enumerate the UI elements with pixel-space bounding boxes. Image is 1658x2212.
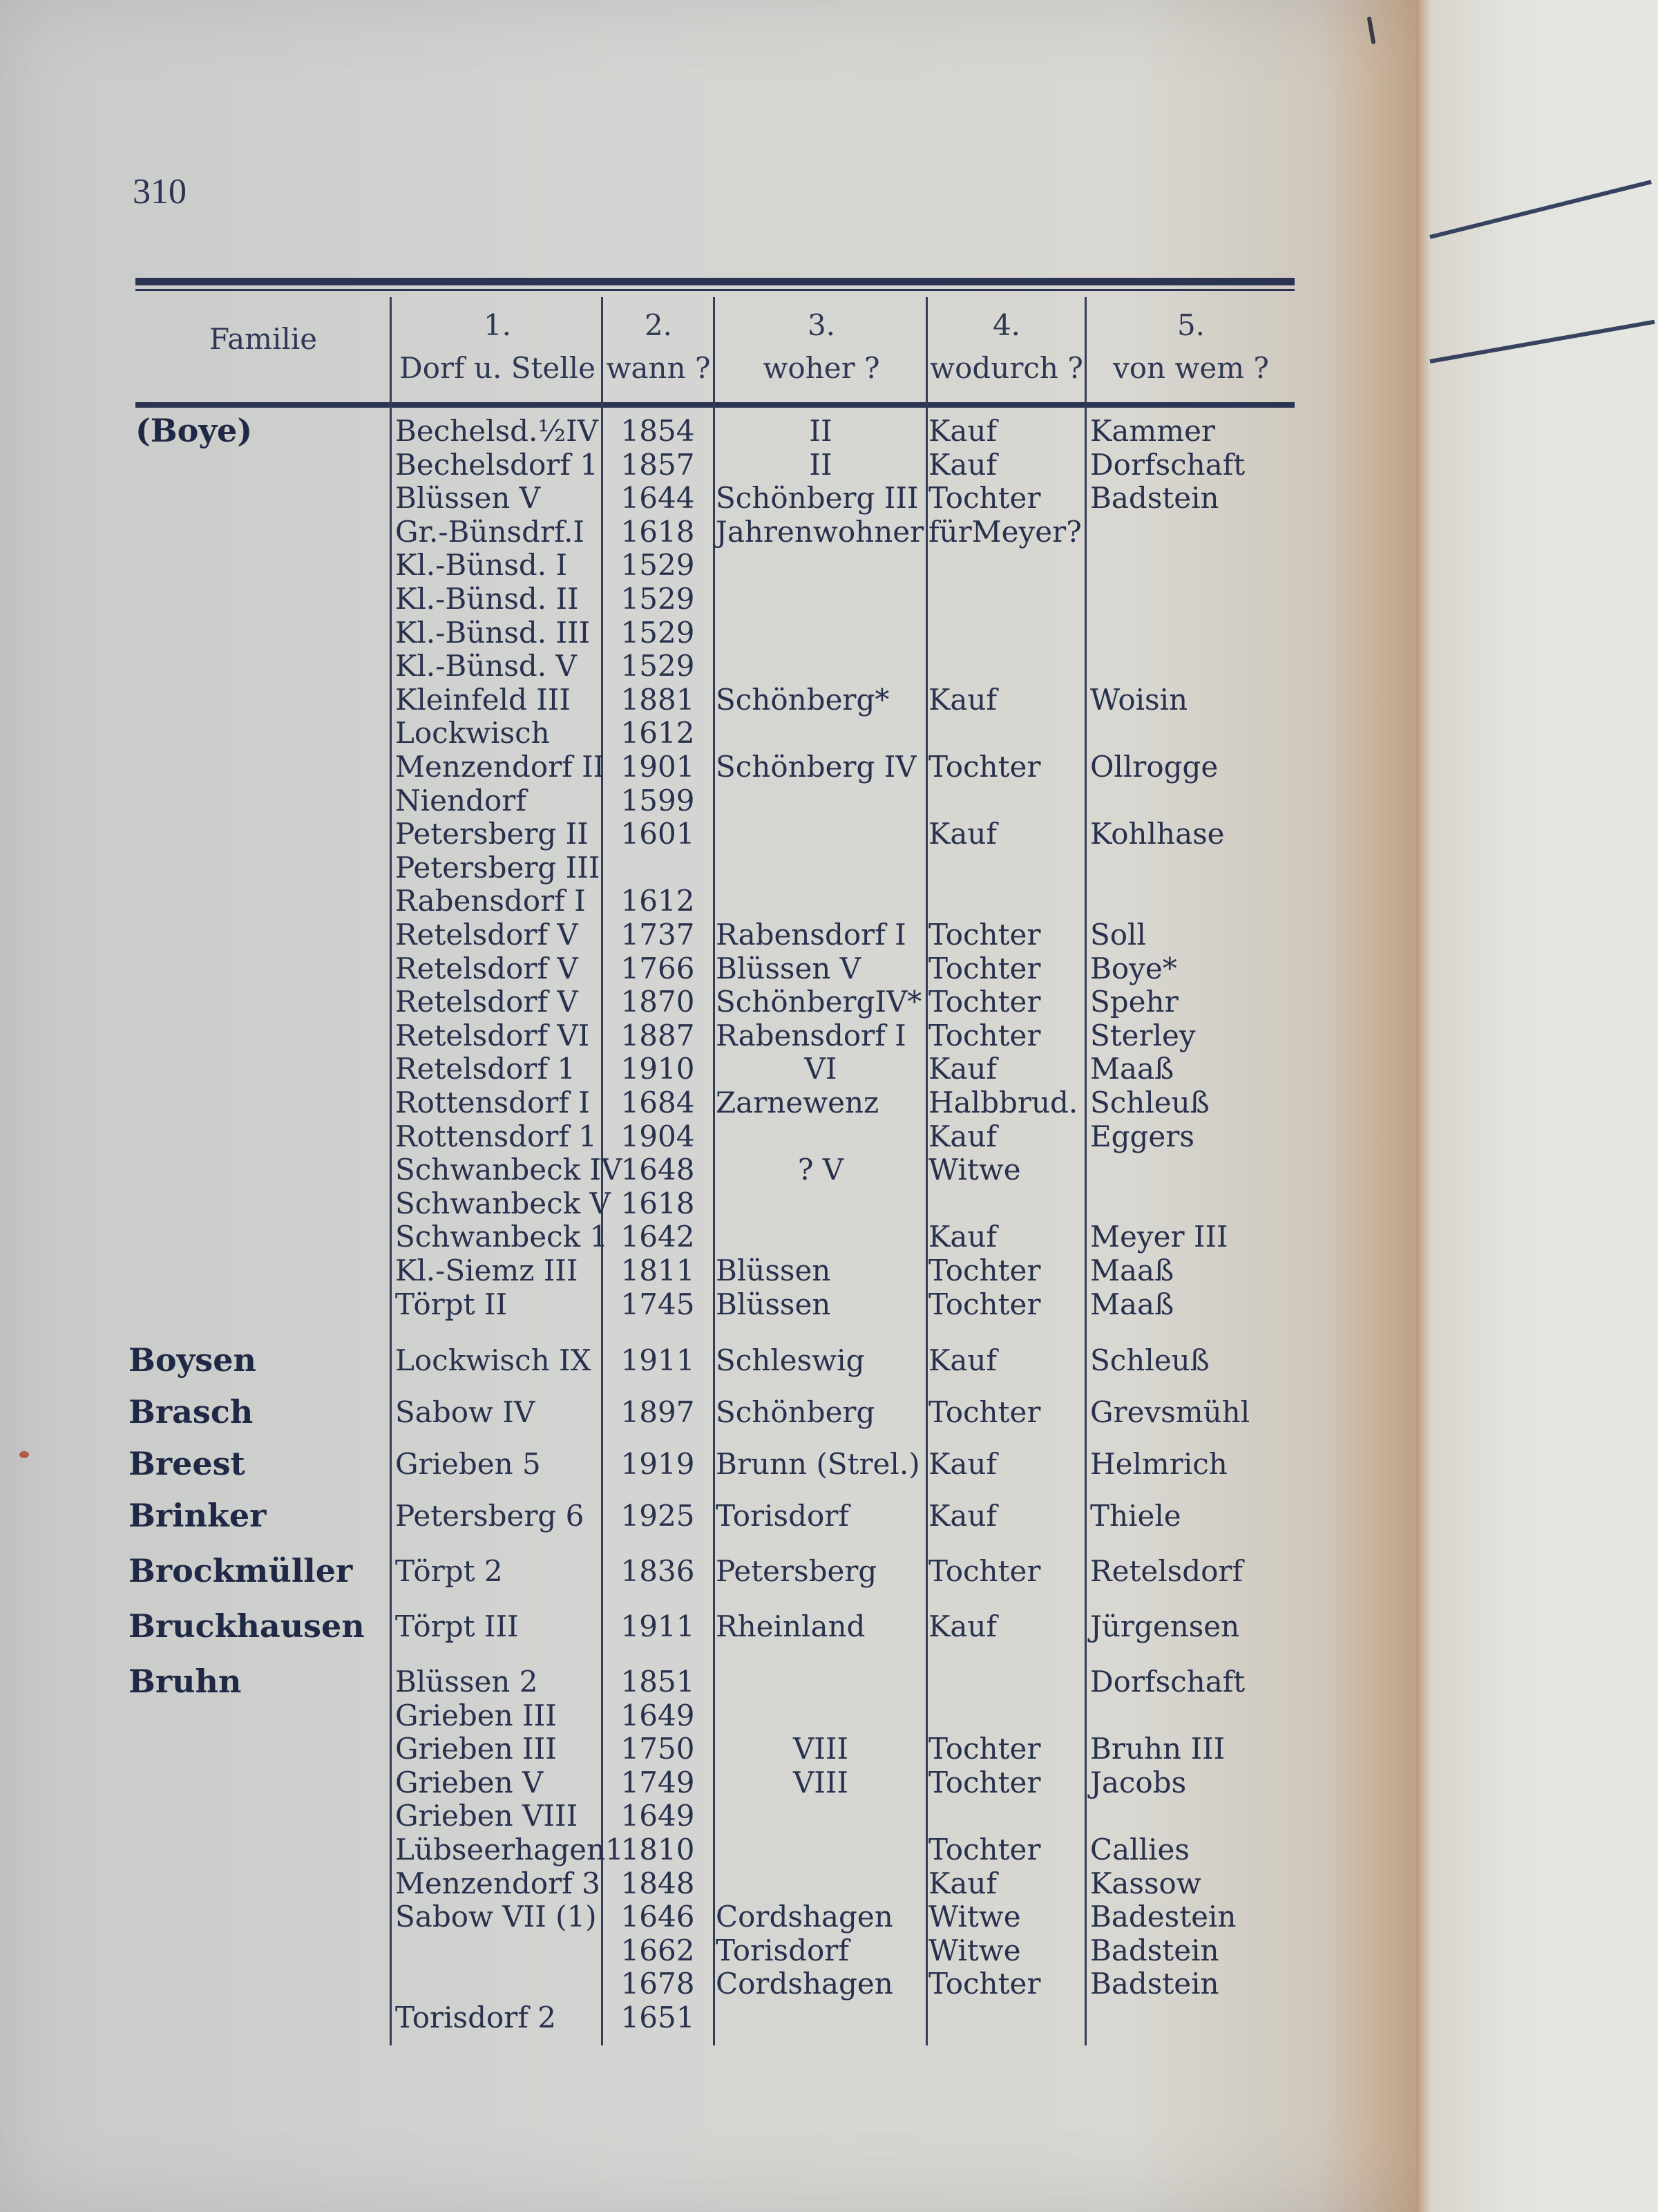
family-name: Brinker (128, 1497, 267, 1534)
cell-wodurch: Tochter (928, 1287, 1041, 1321)
table-row (0, 717, 1299, 750)
cell-von: Badstein (1090, 1933, 1219, 1967)
cell-wann: 1750 (620, 1732, 695, 1766)
cell-wodurch: Kauf (928, 1119, 998, 1153)
cell-wodurch: Tochter (928, 1833, 1041, 1866)
cell-von: Ollrogge (1090, 750, 1219, 784)
table-row (0, 1900, 1299, 1934)
cell-wann: 1745 (620, 1287, 695, 1321)
cell-wann: 1684 (620, 1086, 695, 1119)
cell-von: Eggers (1090, 1119, 1194, 1153)
header-familie (135, 318, 391, 361)
cell-dorf: Petersberg III (395, 850, 600, 885)
table-top-rule (135, 278, 1295, 285)
cell-wann: 1766 (620, 951, 695, 985)
cell-woher: Torisdorf (716, 1499, 849, 1533)
header-col-2-label: wann ? (606, 351, 711, 385)
cell-von: Thiele (1090, 1499, 1181, 1533)
table-row (0, 918, 1299, 952)
cell-von: Dorfschaft (1090, 1665, 1246, 1699)
header-col-5 (1087, 304, 1295, 390)
cell-wodurch: Kauf (928, 1052, 998, 1086)
cell-dorf: Grieben VIII (395, 1799, 578, 1833)
cell-wodurch: Witwe (928, 1900, 1021, 1934)
table-row (0, 1396, 1299, 1429)
header-bottom-rule (135, 402, 1295, 408)
cell-dorf: Retelsdorf VI (395, 1018, 590, 1052)
header-col-5-label: von wem ? (1113, 351, 1269, 385)
table-row (0, 1344, 1299, 1377)
table-row (0, 1019, 1299, 1052)
cell-von: Kohlhase (1090, 817, 1225, 851)
cell-wodurch: Kauf (928, 1343, 998, 1377)
table-row (0, 784, 1299, 817)
table-row (0, 1052, 1299, 1086)
cell-von: Dorfschaft (1090, 447, 1246, 482)
cell-von: Kammer (1090, 414, 1216, 448)
cell-wodurch: Kauf (928, 1447, 998, 1481)
cell-wann: 1662 (620, 1933, 695, 1967)
adjacent-page-rule (1429, 180, 1652, 239)
cell-wann: 1904 (620, 1119, 695, 1153)
table-row (0, 1799, 1299, 1833)
table-row (0, 1610, 1299, 1643)
cell-von: Helmrich (1090, 1447, 1228, 1481)
cell-dorf: Kl.-Siemz III (395, 1254, 578, 1287)
table-row (0, 1867, 1299, 1900)
cell-wodurch: Tochter (928, 1554, 1041, 1588)
cell-wodurch: Kauf (928, 817, 998, 851)
cell-wodurch: Kauf (928, 1866, 998, 1900)
cell-wodurch: Tochter (928, 1732, 1041, 1766)
cell-dorf: Grieben III (395, 1698, 557, 1732)
cell-wann: 1649 (620, 1698, 695, 1732)
cell-wodurch: Tochter (928, 951, 1041, 985)
cell-wann: 1612 (620, 716, 695, 750)
cell-wodurch: Tochter (928, 1765, 1041, 1799)
table-row (0, 1448, 1299, 1481)
table-row (0, 549, 1299, 582)
cell-von: Spehr (1090, 985, 1179, 1019)
cell-wann: 1749 (620, 1765, 695, 1799)
cell-wann: 1881 (620, 682, 695, 717)
family-name: Brockmüller (128, 1552, 353, 1589)
family-name: (Boye) (135, 412, 253, 449)
cell-wodurch: Tochter (928, 1254, 1041, 1287)
cell-dorf: Kl.-Bünsd. II (395, 582, 579, 616)
adjacent-page (1416, 0, 1658, 2212)
cell-woher: Torisdorf (716, 1933, 849, 1967)
cell-wodurch: Kauf (928, 682, 998, 717)
table-row (0, 885, 1299, 918)
cell-woher: Rheinland (716, 1609, 866, 1643)
cell-wann: 1910 (620, 1052, 695, 1086)
cell-wann: 1644 (620, 481, 695, 516)
cell-woher: Cordshagen (716, 1967, 893, 2001)
cell-dorf: Retelsdorf V (395, 918, 578, 952)
cell-wann: 1599 (620, 783, 695, 817)
table-row (0, 1833, 1299, 1866)
cell-woher: Jahrenwohner (716, 514, 924, 549)
header-col-4-number: 4. (992, 308, 1021, 342)
cell-von: Schleuß (1090, 1343, 1210, 1377)
cell-wann: 1529 (620, 615, 695, 650)
cell-wann: 1529 (620, 649, 695, 683)
cell-woher: II (809, 447, 832, 482)
cell-wann: 1737 (620, 918, 695, 952)
cell-wann: 1925 (620, 1499, 695, 1533)
cell-dorf: Rottensdorf 1 (395, 1119, 597, 1153)
cell-wodurch: Kauf (928, 447, 998, 482)
family-name: Bruckhausen (128, 1607, 365, 1645)
cell-woher: Schönberg* (716, 682, 890, 717)
cell-wann: 1851 (620, 1665, 695, 1699)
cell-wann: 1836 (620, 1554, 695, 1588)
cell-wann: 1897 (620, 1395, 695, 1429)
cell-dorf: Grieben V (395, 1765, 544, 1799)
cell-dorf: Kl.-Bünsd. III (395, 615, 591, 650)
cell-woher: Cordshagen (716, 1900, 893, 1934)
header-familie-label: Familie (209, 322, 318, 356)
cell-von: Grevsmühl (1090, 1395, 1250, 1429)
cell-woher: VIII (792, 1732, 849, 1766)
cell-wann: 1612 (620, 884, 695, 918)
cell-dorf: Sabow VII (1) (395, 1900, 597, 1934)
cell-dorf: Kleinfeld III (395, 682, 571, 717)
cell-woher: Brunn (Strel.) (716, 1447, 920, 1481)
cell-dorf: Törpt III (395, 1609, 519, 1643)
cell-dorf: Sabow IV (395, 1395, 535, 1429)
table-row (0, 1967, 1299, 2001)
cell-von: Kassow (1090, 1866, 1201, 1900)
header-col-3-label: woher ? (763, 351, 880, 385)
cell-dorf: Lockwisch IX (395, 1343, 591, 1377)
cell-von: Sterley (1090, 1018, 1196, 1052)
cell-woher: II (809, 414, 832, 448)
cell-von: Woisin (1090, 682, 1188, 717)
cell-wann: 1678 (620, 1967, 695, 2001)
cell-dorf: Menzendorf II (395, 750, 605, 784)
cell-woher: Zarnewenz (716, 1086, 879, 1119)
cell-woher: Blüssen (716, 1254, 831, 1287)
table-row (0, 482, 1299, 515)
cell-wann: 1919 (620, 1447, 695, 1481)
table-row (0, 1086, 1299, 1119)
cell-woher: Schönberg (716, 1395, 875, 1429)
cell-dorf: Blüssen V (395, 481, 541, 516)
cell-dorf: Kl.-Bünsd. I (395, 548, 568, 583)
cell-wann: 1901 (620, 750, 695, 784)
cell-dorf: Blüssen 2 (395, 1665, 538, 1699)
cell-wann: 1848 (620, 1866, 695, 1900)
table-row (0, 1665, 1299, 1699)
cell-dorf: Rottensdorf I (395, 1086, 590, 1119)
cell-wodurch: Witwe (928, 1933, 1021, 1967)
table-row (0, 1220, 1299, 1254)
cell-dorf: Menzendorf 3 (395, 1866, 600, 1900)
page-number: 310 (133, 172, 187, 211)
cell-dorf: Petersberg II (395, 817, 589, 851)
cell-von: Maaß (1090, 1287, 1174, 1321)
cell-wodurch: Halbbrud. (928, 1086, 1078, 1119)
table-row (0, 448, 1299, 482)
cell-wodurch: Tochter (928, 918, 1041, 952)
cell-wann: 1646 (620, 1900, 695, 1934)
cell-dorf: Gr.-Bünsdrf.I (395, 514, 585, 549)
table-row (0, 1555, 1299, 1588)
cell-wann: 1911 (620, 1343, 695, 1377)
table-row (0, 1187, 1299, 1220)
cell-dorf: Retelsdorf 1 (395, 1052, 576, 1086)
cell-wodurch: Kauf (928, 1609, 998, 1643)
cell-wann: 1648 (620, 1153, 695, 1187)
cell-von: Schleuß (1090, 1086, 1210, 1119)
cell-wodurch: Tochter (928, 985, 1041, 1019)
table-top-rule-thin (135, 289, 1295, 291)
table-row (0, 952, 1299, 985)
cell-dorf: Retelsdorf V (395, 985, 578, 1019)
cell-wodurch: Witwe (928, 1153, 1021, 1187)
table-row (0, 415, 1299, 448)
table-row (0, 851, 1299, 885)
family-name: Bruhn (128, 1663, 242, 1700)
cell-wodurch: fürMeyer? (928, 514, 1082, 549)
cell-von: Retelsdorf (1090, 1554, 1243, 1588)
cell-wodurch: Tochter (928, 1395, 1041, 1429)
cell-von: Jacobs (1090, 1765, 1187, 1799)
cell-wann: 1618 (620, 514, 695, 549)
cell-wann: 1854 (620, 414, 695, 448)
cell-wann: 1887 (620, 1018, 695, 1052)
cell-wodurch: Tochter (928, 481, 1041, 516)
adjacent-page-rule (1429, 320, 1655, 363)
cell-wann: 1601 (620, 817, 695, 851)
cell-woher: Blüssen (716, 1287, 831, 1321)
cell-wodurch: Tochter (928, 750, 1041, 784)
cell-wodurch: Tochter (928, 1018, 1041, 1052)
cell-dorf: Lockwisch (395, 716, 550, 750)
cell-dorf: Grieben III (395, 1732, 557, 1766)
cell-dorf: Petersberg 6 (395, 1499, 584, 1533)
cell-dorf: Törpt 2 (395, 1554, 503, 1588)
table-row (0, 985, 1299, 1019)
cell-wann: 1810 (620, 1833, 695, 1866)
cell-dorf: Kl.-Bünsd. V (395, 649, 577, 683)
header-col-4 (928, 304, 1085, 390)
family-name: Brasch (128, 1393, 254, 1430)
cell-wann: 1649 (620, 1799, 695, 1833)
header-col-1 (392, 304, 602, 390)
cell-von: Callies (1090, 1833, 1190, 1866)
header-col-4-label: wodurch ? (930, 351, 1083, 385)
header-col-3-number: 3. (807, 308, 836, 342)
cell-wann: 1529 (620, 582, 695, 616)
cell-woher: Blüssen V (716, 951, 861, 985)
cell-wann: 1642 (620, 1220, 695, 1254)
cell-wann: 1857 (620, 447, 695, 482)
table-row (0, 750, 1299, 784)
table-row (0, 1120, 1299, 1153)
table-row (0, 650, 1299, 683)
table-row (0, 2001, 1299, 2034)
cell-wann: 1811 (620, 1254, 695, 1287)
cell-woher: Schönberg IV (716, 750, 917, 784)
cell-von: Maaß (1090, 1052, 1174, 1086)
cell-wann: 1651 (620, 2001, 695, 2034)
header-col-5-number: 5. (1176, 308, 1206, 342)
cell-wann: 1870 (620, 985, 695, 1019)
cell-von: Jürgensen (1090, 1609, 1240, 1643)
cell-dorf: Torisdorf 2 (395, 2001, 556, 2034)
table-row (0, 1699, 1299, 1732)
table-row (0, 1153, 1299, 1187)
cell-dorf: Retelsdorf V (395, 951, 578, 985)
cell-wann: 1911 (620, 1609, 695, 1643)
cell-von: Badestein (1090, 1900, 1237, 1934)
cell-von: Badstein (1090, 481, 1219, 516)
table-row (0, 1288, 1299, 1321)
cell-dorf: Schwanbeck 1 (395, 1220, 609, 1254)
cell-von: Boye* (1090, 951, 1177, 985)
cell-dorf: Törpt II (395, 1287, 508, 1321)
cell-woher: Petersberg (716, 1554, 877, 1588)
table-row (0, 616, 1299, 650)
cell-woher: Rabensdorf I (716, 918, 906, 952)
table-row (0, 1766, 1299, 1799)
header-col-3 (716, 304, 927, 390)
cell-woher: Rabensdorf I (716, 1018, 906, 1052)
table-row (0, 583, 1299, 616)
cell-wodurch: Kauf (928, 1499, 998, 1533)
cell-dorf: Grieben 5 (395, 1447, 541, 1481)
cell-von: Soll (1090, 918, 1146, 952)
cell-woher: ? V (797, 1153, 844, 1187)
cell-woher: Schleswig (716, 1343, 865, 1377)
cell-dorf: Lübseerhagen1 (395, 1833, 624, 1866)
cell-von: Bruhn III (1090, 1732, 1226, 1766)
header-col-2-number: 2. (644, 308, 673, 342)
cell-dorf: Niendorf (395, 783, 526, 817)
cell-wann: 1618 (620, 1186, 695, 1220)
cell-wodurch: Kauf (928, 414, 998, 448)
table-row (0, 1500, 1299, 1533)
table-row (0, 683, 1299, 717)
table-row (0, 1934, 1299, 1967)
cell-dorf: Schwanbeck IV (395, 1153, 622, 1187)
cell-dorf: Bechelsd.½IV (395, 414, 598, 448)
family-name: Breest (128, 1445, 245, 1482)
cell-wodurch: Kauf (928, 1220, 998, 1254)
table-row (0, 516, 1299, 549)
table-row (0, 1732, 1299, 1766)
cell-wodurch: Tochter (928, 1967, 1041, 2001)
family-name: Boysen (128, 1341, 256, 1379)
cell-dorf: Schwanbeck V (395, 1186, 611, 1220)
cell-von: Badstein (1090, 1967, 1219, 2001)
cell-dorf: Bechelsdorf 1 (395, 447, 598, 482)
header-col-1-label: Dorf u. Stelle (399, 351, 595, 385)
cell-von: Meyer III (1090, 1220, 1228, 1254)
cell-von: Maaß (1090, 1254, 1174, 1287)
table-row (0, 1254, 1299, 1287)
table-row (0, 817, 1299, 851)
cell-wann: 1529 (620, 548, 695, 583)
cell-dorf: Rabensdorf I (395, 884, 586, 918)
cell-woher: VIII (792, 1765, 849, 1799)
header-col-1-number: 1. (483, 308, 512, 342)
cell-woher: SchönbergIV* (716, 985, 922, 1019)
cell-woher: Schönberg III (716, 481, 919, 516)
header-col-2 (604, 304, 713, 390)
cell-woher: VI (804, 1052, 837, 1086)
